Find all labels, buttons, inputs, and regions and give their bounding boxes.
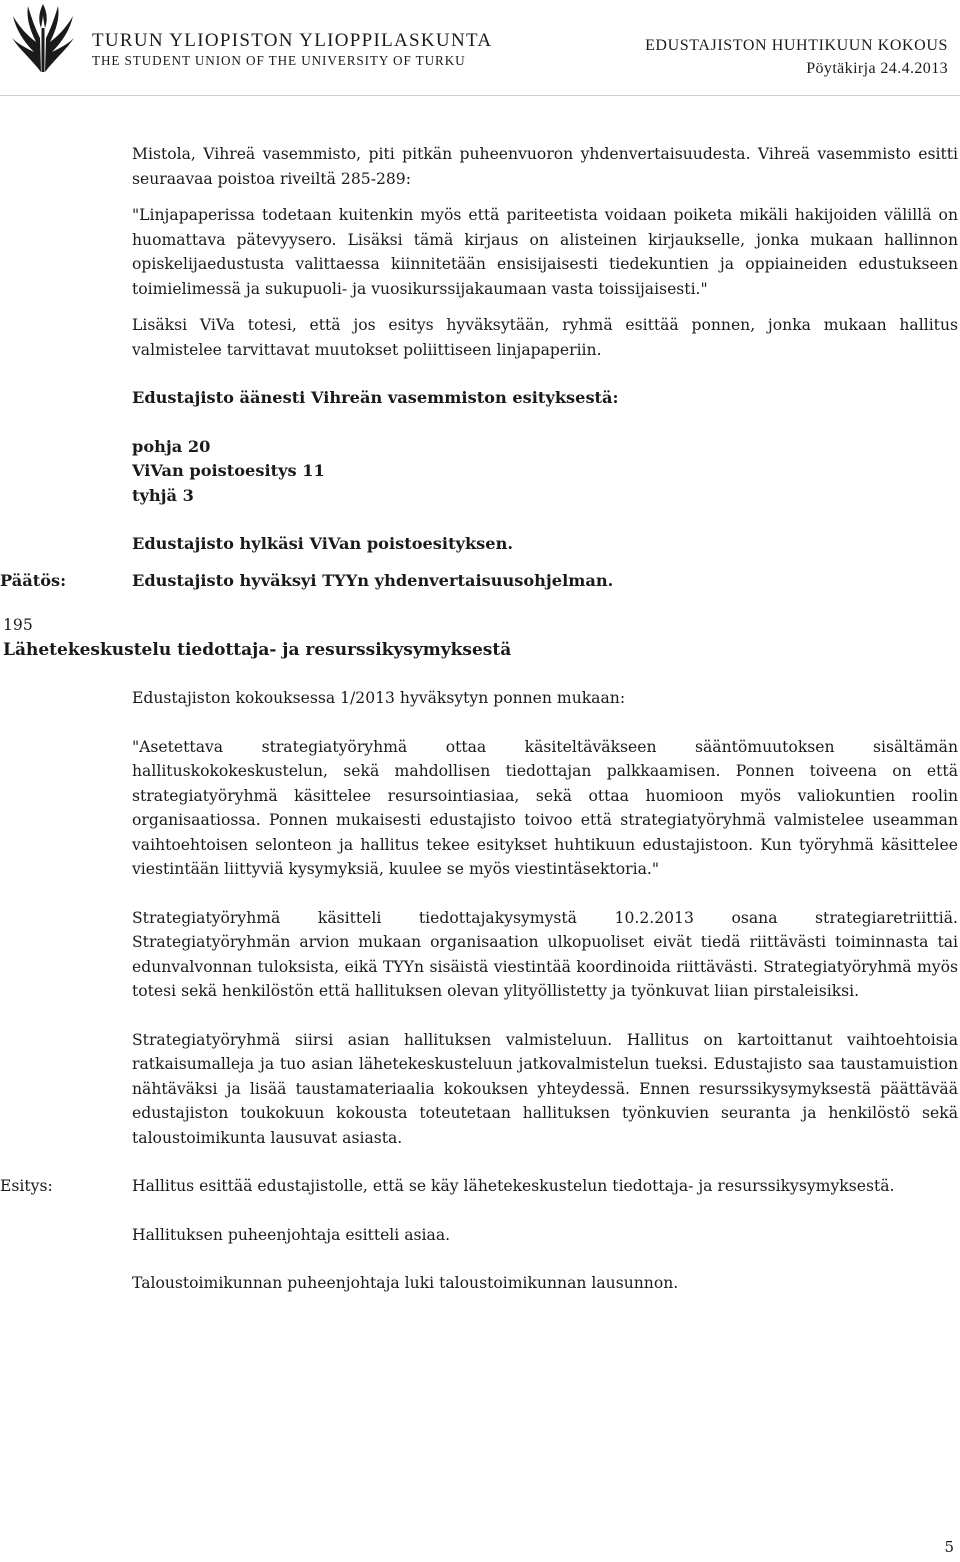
vote-result: ViVan poistoesitys 11 bbox=[132, 461, 325, 480]
section-title: Lähetekeskustelu tiedottaja- ja resurssikysymyksestä bbox=[3, 639, 512, 660]
proposal-row bbox=[0, 1174, 960, 1199]
vote-outcome: Edustajisto hylkäsi ViVan poistoesityksen. bbox=[132, 534, 513, 553]
paragraph-intro: Mistola, Vihreä vasemmisto, piti pitkän puheenvuoron yhdenvertaisuudesta. Vihreä vasemmisto esitti seuraavaa poistoa riveiltä 285-289: bbox=[132, 145, 958, 188]
winged-torch-logo-icon bbox=[8, 2, 78, 74]
meeting-date: Pöytäkirja 24.4.2013 bbox=[806, 60, 948, 77]
decision-row bbox=[0, 569, 960, 594]
section-paragraph: Strategiatyöryhmä käsitteli tiedottajakysymystä 10.2.2013 osana strategiaretriittiä. Strategiatyöryhmän arvion mukaan organisaation ulkopuoliset eivät tiedä riittävästi toiminnasta tai edunvalvonnan tuloksista, eikä TYYn sisäistä viestintää koordinoida riittävästi. Strategiatyöryhmä myös totesi sekä henkilöstön että hallituksen olevan ylityöllistetty ja työnkuvat liian pirstaleisiksi. bbox=[132, 908, 958, 1000]
page-header bbox=[0, 0, 960, 96]
section-quote: "Asetettava strategiatyöryhmä ottaa käsiteltäväkseen sääntömuutoksen sisältämän hallituskokokeskustelun, sekä mahdollisen tiedottajan palkkaamisen. Ponnen toiveena on että strategiatyöryhmä käsittelee resursointiasiaa, sekä ottaa huomioon myös valiokuntien roolin organisaatiossa. Ponnen mukaisesti edustajisto toivoo että strategiatyöryhmä valmistelee useamman vaihtoehtoisen selonteon ja hallitus tekee esitykset huhtikuun edustajistoon. Kun työryhmä käsittelee viestintään liittyviä kysymyksiä, kuulee se myös viestintäsektoria." bbox=[132, 737, 958, 878]
organization-name: TURUN YLIOPISTON YLIOPPILASKUNTA bbox=[92, 30, 493, 51]
proposal-text: Hallitus esittää edustajistolle, että se käy lähetekeskustelun tiedottaja- ja resurssikysymyksestä. bbox=[132, 1177, 895, 1195]
section-paragraph: Strategiatyöryhmä siirsi asian hallituksen valmisteluun. Hallitus on kartoittanut vaihtoehtoisia ratkaisumalleja ja tuo asian lähetekeskusteluun jatkovalmistelun tueksi. Edustajisto saa taustamuistion nähtäväksi ja lisää taustamateriaalia kokouksen yhteydessä. Ennen resurssikysymyksestä päättävää edustajiston toukokuun kokousta toteutetaan hallituksen työnkuvien seuranta ja henkilöstö sekä taloustoimikunta lausuvat asiasta. bbox=[132, 1030, 958, 1147]
section-number: 195 bbox=[3, 616, 33, 634]
decision-text: Edustajisto hyväksyi TYYn yhdenvertaisuusohjelman. bbox=[132, 570, 614, 590]
page-number: 5 bbox=[944, 1538, 954, 1556]
meeting-title: EDUSTAJISTON HUHTIKUUN KOKOUS bbox=[645, 37, 948, 54]
vote-heading: Edustajisto äänesti Vihreän vasemmiston esityksestä: bbox=[132, 388, 619, 407]
decision-label: Päätös: bbox=[0, 570, 67, 590]
proposal-label: Esitys: bbox=[0, 1177, 53, 1195]
header-divider bbox=[0, 95, 960, 96]
document-body bbox=[0, 142, 960, 1296]
vote-result: tyhjä 3 bbox=[132, 485, 194, 505]
organization-subtitle: THE STUDENT UNION OF THE UNIVERSITY OF TURKU bbox=[92, 53, 466, 68]
paragraph-viva: Lisäksi ViVa totesi, että jos esitys hyväksytään, ryhmä esittää ponnen, jonka mukaan hallitus valmistelee tarvittavat muutokset poliittiseen linjapaperiin. bbox=[132, 316, 958, 359]
vote-result: pohja 20 bbox=[132, 436, 211, 456]
section-paragraph: Taloustoimikunnan puheenjohtaja luki taloustoimikunnan lausunnon. bbox=[132, 1274, 679, 1292]
section-paragraph: Edustajiston kokouksessa 1/2013 hyväksytyn ponnen mukaan: bbox=[132, 689, 626, 707]
section-paragraph: Hallituksen puheenjohtaja esitteli asiaa. bbox=[132, 1225, 451, 1244]
paragraph-quote: "Linjapaperissa todetaan kuitenkin myös että pariteetista voidaan poiketa mikäli hakijoiden välillä on huomattava pätevyysero. Lisäksi tämä kirjaus on alisteinen kirjaukselle, jonka mukaan hallinnon opiskelijaedustusta valittaessa kiinnitetään ensisijaisesti tiedekuntien ja oppiaineiden edustukseen toimielimessä ja sukupuoli- ja vuosikurssijakaumaan vasta toissijaisesti." bbox=[132, 206, 958, 298]
